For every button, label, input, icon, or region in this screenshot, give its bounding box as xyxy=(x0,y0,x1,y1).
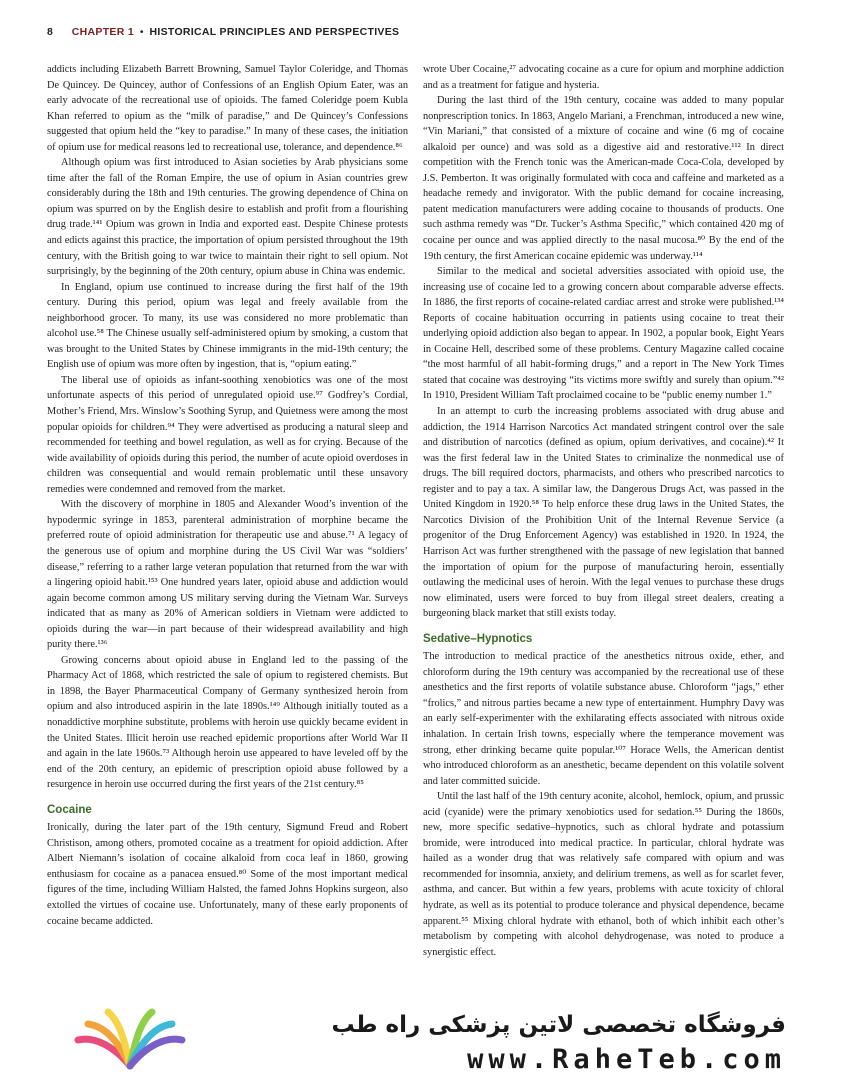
section-heading-sedative-hypnotics: Sedative–Hypnotics xyxy=(423,632,533,645)
paragraph: wrote Uber Cocaine,²⁷ advocating cocaine as a cure for opium and morphine addiction and as a treatment for fatigue and hysteria. xyxy=(423,64,784,91)
store-name-persian: فروشگاه تخصصی لاتین پزشکی راه طب xyxy=(331,1012,786,1038)
paragraph: In England, opium use continued to increase during the first half of the 19th century. During this period, opium was legal and freely available from the neighborhood grocer. To many, its use was considered no more problematic than alcohol use.⁵⁸ The Chinese usually self-administered opium by smoking, a custom that was brought to the United States by Chinese immigrants in the mid-19th century; the English use of opium was more often by ingestion, that is, “opium eating.” xyxy=(47,281,408,371)
section-heading-cocaine: Cocaine xyxy=(47,803,92,816)
paragraph: addicts including Elizabeth Barrett Browning, Samuel Taylor Coleridge, and Thomas De Quincey. De Quincey, author of Confessions of an English Opium Eater, was an early advocate of the recreational use of opioids. The famed Coleridge poem Kubla Khan referred to opium as the “milk of paradise,” and De Quincey’s Confessions suggested that opium held the “key to paradise.” In many of these cases, the initiation of opium use for medical reasons led to recreational use, tolerance, and dependence.⁸⁶ xyxy=(47,64,408,153)
book-logo-icon xyxy=(74,1006,186,1074)
chapter-label: CHAPTER 1 xyxy=(71,26,134,38)
header-separator: • xyxy=(139,26,144,38)
paragraph: Ironically, during the later part of the 19th century, Sigmund Freud and Robert Christison, among others, promoted cocaine as a treatment for opioid addiction. After Albert Niemann’s isolation of cocaine alkaloid from coca leaf in 1860, growing enthusiasm for cocaine as a panacea ensued.⁸⁰ Some of the most important medical figures of the time, including William Halsted, the famed Johns Hopkins surgeon, also extolled the virtues of cocaine use. Unfortunately, many of these early proponents of cocaine became addicted. xyxy=(47,822,408,927)
paragraph: With the discovery of morphine in 1805 and Alexander Wood’s invention of the hypodermic syringe in 1853, parenteral administration of morphine became the preferred route of opioid administration for therapeutic use and abuse.⁷¹ A legacy of the generous use of opium and morphine during the US Civil War was “soldiers’ disease,” referring to a rather large veteran population that returned from the war with a lingering opioid habit.¹⁵³ One hundred years later, opioid abuse and addiction would again become common among US military serving during the Vietnam War. Surveys indicated that as many as 20% of American soldiers in Vietnam were addicted to opioids during the war—in part because of their widespread availability and high purity there.¹³⁶ xyxy=(47,499,408,651)
paragraph: Similar to the medical and societal adversities associated with opioid use, the increasing use of cocaine led to a growing concern about comparable adverse effects. In 1886, the first reports of cocaine-related cardiac arrest and stroke were published.¹³⁴ Reports of cocaine habituation occurring in patients using cocaine to treat their underlying opioid addiction also began to appear. In 1902, a popular book, Eight Years in Cocaine Hell, described some of these problems. Century Magazine called cocaine “the most harmful of all habit-forming drugs,” and a report in The New York Times stated that cocaine was destroying “its victims more swiftly and surely than opium.”⁴² In 1910, President William Taft proclaimed cocaine to be “public enemy number 1.” xyxy=(423,266,784,402)
watermark-banner xyxy=(0,1000,844,1080)
left-column xyxy=(47,62,408,998)
paragraph: Until the last half of the 19th century aconite, alcohol, hemlock, opium, and prussic acid (cyanide) were the primary xenobiotics used for sedation.⁵⁵ During the 1860s, new, more specific sedative–hypnotics, such as chloral hydrate and potassium bromide, were introduced into medical practice. In particular, chloral hydrate was hailed as a wonder drug that was relatively safe compared with opium and was recommended for insomnia, anxiety, and delirium tremens, as well as for scarlet fever, asthma, and cancer. But within a few years, problems with acute toxicity of chloral hydrate, as well as its potential to produce tolerance and physical dependence, became apparent.⁵⁵ Mixing chloral hydrate with ethanol, both of which inhibit each other’s metabolism by competing with alcohol dehydrogenase, was noted to produce a synergistic effect. xyxy=(423,791,784,958)
page-number: 8 xyxy=(47,26,53,38)
paragraph: Growing concerns about opioid abuse in England led to the passing of the Pharmacy Act of 1868, which restricted the sale of opium to registered chemists. But in 1898, the Bayer Pharmaceutical Company of Germany synthesized heroin from opium and also introduced aspirin in the late 1890s.¹⁴⁹ Although initially touted as a nonaddictive morphine substitute, problems with heroin use quickly became evident in the United States. Illicit heroin use reached epidemic proportions after World War II and again in the late 1960s.⁷³ Although heroin use appeared to have leveled off by the end of the 20th century, an epidemic of prescription opioid abuse followed by a resurgence in heroin use occurred during the first years of the 21st century.⁸⁵ xyxy=(47,654,408,791)
paragraph: The liberal use of opioids as infant-soothing xenobiotics was one of the most unfortunate aspects of this period of unregulated opioid use.⁹⁷ Godfrey’s Cordial, Mother’s Friend, Mrs. Winslow’s Soothing Syrup, and Quietness were among the most popular opioids for children.⁹⁴ They were advertised as producing a natural sleep and recommended for teething and bowel regulation, as well as for crying. Because of the wide availability of opioids during this period, the number of acute opioid overdoses in children was consequential and would remain problematic until these unsavory remedies were condemned and removed from the market. xyxy=(47,374,408,495)
store-url[interactable]: www.RaheTeb.com xyxy=(467,1044,786,1075)
paragraph: In an attempt to curb the increasing problems associated with drug abuse and addiction, the 1914 Harrison Narcotics Act mandated stringent control over the sale and distribution of narcotics (defined as opium, opium derivatives, and cocaine).⁴² It was the first federal law in the United States to criminalize the nonmedical use of drugs. The bill required doctors, pharmacists, and others who prescribed narcotics to register and to pay a tax. A similar law, the Dangerous Drugs Act, was passed in the United Kingdom in 1920.⁵⁸ To help enforce these drug laws in the United States, the Narcotics Division of the Prohibition Unit of the Internal Revenue Service (a progenitor of the Drug Enforcement Agency) was established in 1920. In 1924, the Harrison Act was further strengthened with the passage of new legislation that banned the importation of opium for the purpose of manufacturing heroin, essentially outlawing the medicinal uses of heroin. With the legal venues to purchase these drugs now eliminated, users were forced to buy from illegal street dealers, creating a burgeoning black market that still exists today. xyxy=(423,406,784,620)
paragraph: Although opium was first introduced to Asian societies by Arab physicians some time after the fall of the Roman Empire, the use of opium in Asian countries grew considerably during the 18th and 19th centuries. The growing dependence of China on opium was spurred on by the English desire to establish and profit from a flourishing drug trade.¹⁴¹ Opium was grown in India and exported east. Despite Chinese protests and edicts against this practice, the importation of opium persisted throughout the 19th century, with the British going to war twice to maintain their right to sell opium. Not surprisingly, by the beginning of the 20th century, opium abuse in China was endemic. xyxy=(47,157,408,278)
right-column xyxy=(423,62,784,998)
chapter-title: HISTORICAL PRINCIPLES AND PERSPECTIVES xyxy=(149,26,400,38)
running-header xyxy=(47,26,804,44)
paragraph: The introduction to medical practice of the anesthetics nitrous oxide, ether, and chloroform during the 19th century was accompanied by the recreational use of these anesthetics and the first reports of volatile substance abuse. Chloroform “jags,” ether “frolics,” and nitrous parties became a new type of entertainment. Humphry Davy was an early self-experimenter with the exhilarating effects associated with nitrous oxide inhalation. In certain Irish towns, especially where the temperance movement was strong, ether drinking became quite popular.¹⁰⁷ Horace Wells, the American dentist who introduced chloroform as an anesthetic, became dependent on this volatile solvent and later committed suicide. xyxy=(423,651,784,787)
paragraph: During the last third of the 19th century, cocaine was added to many popular nonprescription tonics. In 1863, Angelo Mariani, a Frenchman, introduced a new wine, “Vin Mariani,” that consisted of a mixture of cocaine and wine (6 mg of cocaine alkaloid per ounce) and was sold as a digestive aid and restorative.¹¹² In direct competition with the French tonic was the American-made Coca-Cola, developed by J.S. Pemberton. It was originally formulated with coca and caffeine and marketed as a headache remedy and invigorator. With the public demand for cocaine increasing, patent medication manufacturers were adding cocaine to thousands of products. One such asthma remedy was “Dr. Tucker’s Asthma Specific,” which contained 420 mg of cocaine per ounce and was applied directly to the nasal mucosa.⁸⁰ By the end of the 19th century, the first American cocaine epidemic was underway.¹¹⁴ xyxy=(423,95,784,262)
